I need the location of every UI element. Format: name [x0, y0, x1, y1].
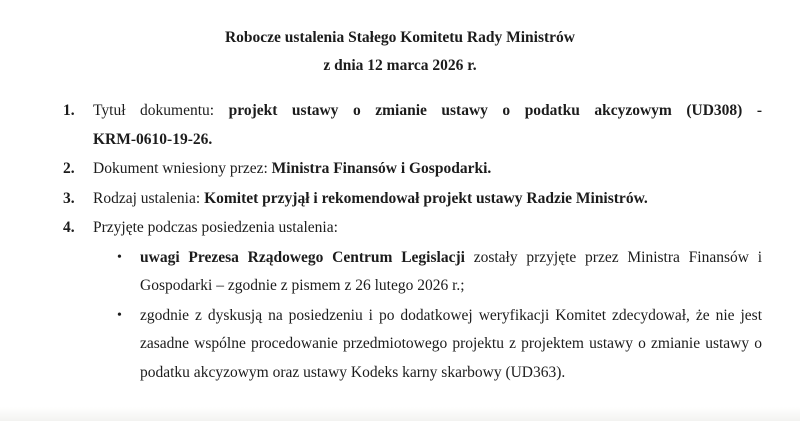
document-date: z dnia 12 marca 2026 r.: [323, 57, 477, 74]
item-number: 4.: [63, 219, 75, 236]
bullet-list: [63, 244, 762, 388]
item-body: [93, 155, 762, 184]
bullet-item-1: [117, 244, 762, 301]
item-number: 3.: [63, 189, 75, 207]
item-label: Przyjęte podczas posiedzenia ustalenia:: [93, 219, 338, 236]
item-body: [93, 97, 762, 154]
item-number: 1.: [63, 102, 75, 119]
item-value: Ministra Finansów i Gospodarki.: [271, 160, 492, 177]
item-label: Dokument wniesiony przez:: [93, 160, 268, 177]
list-item-3: [63, 185, 762, 214]
item-line-2: KRM-0610-19-26.: [93, 130, 213, 148]
list-item-4: [63, 214, 762, 243]
bullet-marker: •: [117, 249, 122, 265]
scan-edge-shadow: [0, 407, 800, 421]
item-body: [93, 214, 762, 243]
bullet-marker: •: [117, 307, 122, 323]
list-item-1: [63, 97, 762, 154]
item-value: Komitet przyjął i rekomendował projekt ustawy Radzie Ministrów.: [204, 189, 648, 207]
item-number: 2.: [63, 160, 75, 177]
bullet-item-2: [117, 302, 762, 388]
bullet-lead-bold: uwagi Prezesa Rządowego Centrum Legislacji: [140, 248, 465, 266]
bullet-body: [140, 302, 762, 388]
bullet-body: [140, 244, 762, 301]
bullet-text: zostały przyjęte przez Ministra Finansów i Gospodarki – zgodnie z pismem z 26 lutego 2026 r.;: [140, 248, 762, 294]
item-value: projekt ustawy o zmianie ustawy o podatku akcyzowym (UD308) -: [228, 102, 763, 119]
item-label: Tytuł dokumentu:: [93, 102, 215, 119]
numbered-list: [63, 97, 762, 387]
bullet-text: zgodnie z dyskusją na posiedzeniu i po dodatkowej weryfikacji Komitet zdecydował, że nie jest zasadne wspólne procedowanie przedmiotowego projektu z projektem ustawy o zmianie ustawy o podatku akcyzowym oraz ustawy Kodeks karny skarbowy (UD363).: [140, 306, 762, 381]
list-item-2: [63, 155, 762, 184]
item-label: Rodzaj ustalenia:: [93, 189, 201, 207]
document-header: [0, 0, 800, 80]
item-body: [93, 185, 762, 214]
item-line-1: [93, 97, 762, 126]
document-title: Robocze ustalenia Stałego Komitetu Rady Ministrów: [224, 29, 575, 46]
